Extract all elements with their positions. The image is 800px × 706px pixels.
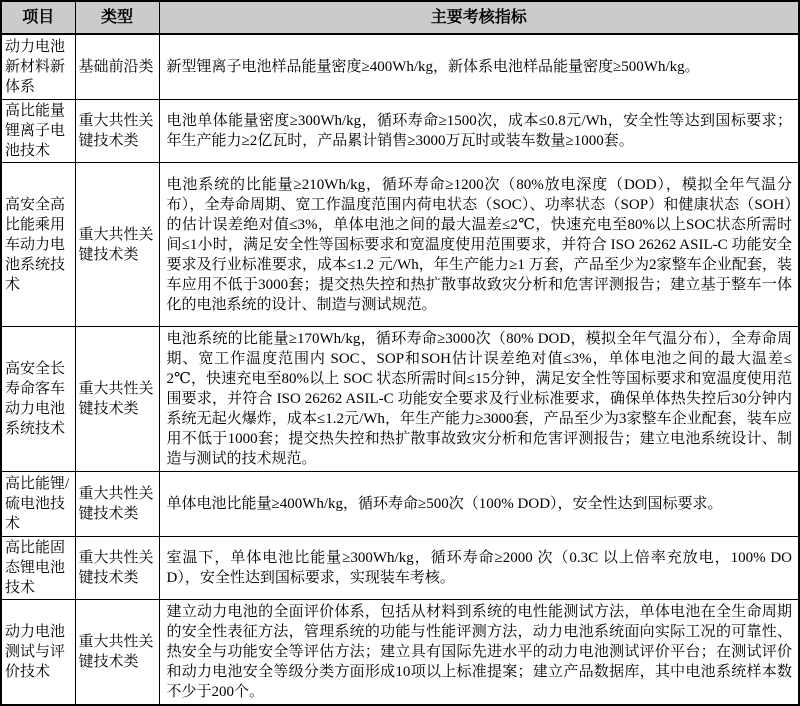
indicators-cell: 室温下，单体电池比能量≥300Wh/kg，循环寿命≥2000 次（0.3C 以上倍率充放电，100% DOD），安全性达到国标要求，实现装车考核。 — [159, 537, 799, 600]
project-cell: 动力电池新材料新体系 — [1, 34, 75, 100]
type-cell: 重大共性关键技术类 — [75, 100, 159, 163]
table-row — [1, 472, 799, 537]
type-cell: 重大共性关键技术类 — [75, 600, 159, 706]
table-row — [1, 537, 799, 600]
type-cell: 基础前沿类 — [75, 34, 159, 100]
table-row — [1, 163, 799, 327]
header-row — [1, 1, 799, 34]
type-cell: 重大共性关键技术类 — [75, 163, 159, 327]
table-row — [1, 34, 799, 100]
table-row — [1, 600, 799, 706]
column-header-project: 项目 — [1, 1, 75, 34]
table-row — [1, 327, 799, 472]
indicators-cell: 电池系统的比能量≥170Wh/kg，循环寿命≥3000次（80% DOD，模拟全年气温分布），全寿命周期、宽工作温度范围内 SOC、SOP和SOH估计误差绝对值≤3%，单体电池之间的最大温差≤2℃，快速充电至80%以上 SOC 状态所需时间≤15分钟，满足安全性等国标要求和宽温度使用范围要求，并符合 ISO 26262 ASIL-C 功能安全要求及行业标准要求，确保单体热失控后30分钟内系统无起火爆炸，成本≤1.2元/Wh，年生产能力≥3000套，产品至少为3家整车企业配套，装车应用不低于1000套；提交热失控和热扩散事故致灾分析和危害评测报告；建立电池系统设计、制造与测试的技术规范。 — [159, 327, 799, 472]
type-cell: 重大共性关键技术类 — [75, 327, 159, 472]
project-cell: 高安全长寿命客车动力电池系统技术 — [1, 327, 75, 472]
column-header-type: 类型 — [75, 1, 159, 34]
project-cell: 高比能固态锂电池技术 — [1, 537, 75, 600]
type-cell: 重大共性关键技术类 — [75, 472, 159, 537]
project-cell: 高比能锂/硫电池技术 — [1, 472, 75, 537]
indicators-cell: 电池系统的比能量≥210Wh/kg，循环寿命≥1200次（80%放电深度（DOD），模拟全年气温分布），全寿命周期、宽工作温度范围内荷电状态（SOC）、功率状态（SOP）和健康状态（SOH）的估计误差绝对值≤3%，单体电池之间的最大温差≤2℃，快速充电至80%以上SOC状态所需时间≤1小时，满足安全性等国标要求和宽温度使用范围要求，并符合 ISO 26262 ASIL-C 功能安全要求及行业标准要求，成本≤1.2 元/Wh，年生产能力≥1 万套，产品至少为2家整车企业配套，装车应用不低于3000套；提交热失控和热扩散事故致灾分析和危害评测报告；建立基于整车一体化的电池系统的设计、制造与测试规范。 — [159, 163, 799, 327]
table-row — [1, 100, 799, 163]
column-header-indicators: 主要考核指标 — [159, 1, 799, 34]
project-cell: 高比能量锂离子电池技术 — [1, 100, 75, 163]
project-cell: 高安全高比能乘用车动力电池系统技术 — [1, 163, 75, 327]
indicators-cell: 新型锂离子电池样品能量密度≥400Wh/kg，新体系电池样品能量密度≥500Wh/kg。 — [159, 34, 799, 100]
indicators-cell: 单体电池比能量≥400Wh/kg，循环寿命≥500次（100% DOD），安全性达到国标要求。 — [159, 472, 799, 537]
project-cell: 动力电池测试与评价技术 — [1, 600, 75, 706]
indicators-cell: 建立动力电池的全面评价体系，包括从材料到系统的电性能测试方法，单体电池在全生命周期的安全性表征方法，管理系统的功能与性能评测方法，动力电池系统面向实际工况的可靠性、热安全与功能安全等评估方法；建立具有国际先进水平的动力电池测试评价平台；在测试评价和动力电池安全等级分类方面形成10项以上标准提案；建立产品数据库，其中电池系统样本数不少于200个。 — [159, 600, 799, 706]
type-cell: 重大共性关键技术类 — [75, 537, 159, 600]
indicators-cell: 电池单体能量密度≥300Wh/kg，循环寿命≥1500次，成本≤0.8元/Wh，安全性等达到国标要求；年生产能力≥2亿瓦时，产品累计销售≥3000万瓦时或装车数量≥1000套。 — [159, 100, 799, 163]
